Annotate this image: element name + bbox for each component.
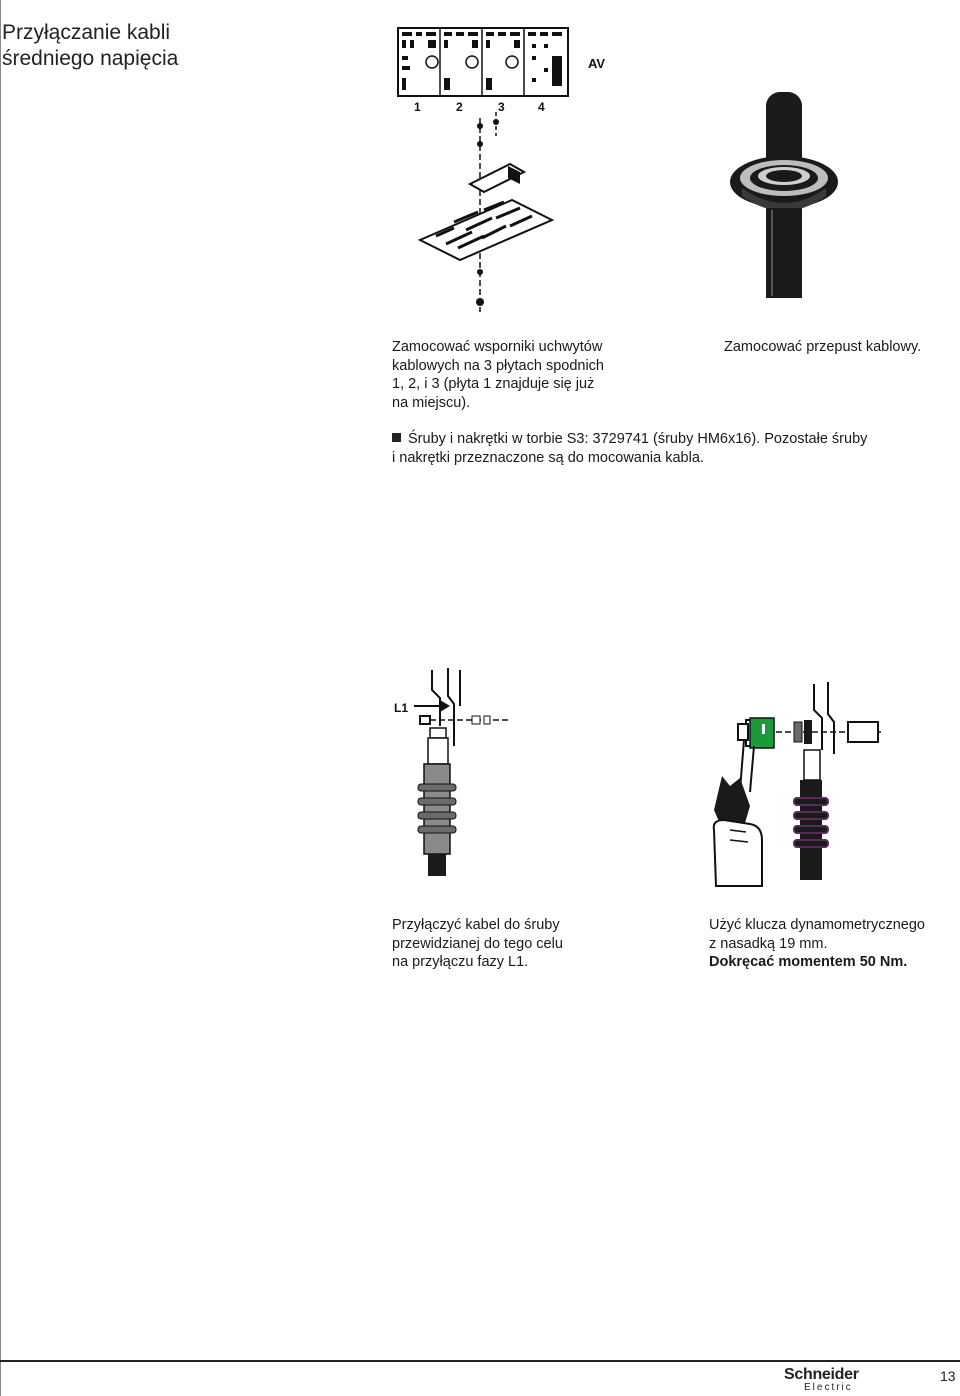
page-title: Przyłączanie kabli średniego napięcia xyxy=(2,21,179,70)
plate-label-2: 2 xyxy=(456,100,463,114)
plate-label-3: 3 xyxy=(498,100,505,114)
figure-cable-gland xyxy=(728,90,848,302)
figure-cable-connection-l1 xyxy=(392,666,522,878)
bullet-square-icon xyxy=(392,433,401,442)
footer-rule xyxy=(0,1360,960,1362)
figure-cable-bracket-assembly xyxy=(392,26,632,316)
torque-value: Dokręcać momentem 50 Nm. xyxy=(709,954,908,970)
page-number: 13 xyxy=(940,1368,956,1384)
figure-torque-wrench xyxy=(710,680,896,890)
plate-label-1: 1 xyxy=(414,100,421,114)
caption-torque-wrench: Użyć klucza dynamometrycznego z nasadką 19 mm. Dokręcać momentem 50 Nm. xyxy=(709,917,925,970)
schneider-electric-logo: Schneider Electric xyxy=(784,1366,859,1393)
phase-label-l1: L1 xyxy=(394,701,409,715)
caption-cable-gland: Zamocować przepust kablowy. xyxy=(724,339,922,355)
left-margin-rule xyxy=(0,0,1,1396)
caption-cable-bracket: Zamocować wsporniki uchwytów kablowych na 3 płytach spodnich 1, 2, i 3 (płyta 1 znajduje się już na miejscu). xyxy=(392,339,604,411)
plate-label-4: 4 xyxy=(538,100,545,114)
caption-cable-connection: Przyłączyć kabel do śruby przewidzianej do tego celu na przyłączu fazy L1. xyxy=(392,917,563,970)
hardware-note: Śruby i nakrętki w torbie S3: 3729741 (śruby HM6x16). Pozostałe śruby i nakrętki przeznaczone są do mocowania kabla. xyxy=(392,431,868,466)
panel-code-label: AV xyxy=(588,56,606,71)
